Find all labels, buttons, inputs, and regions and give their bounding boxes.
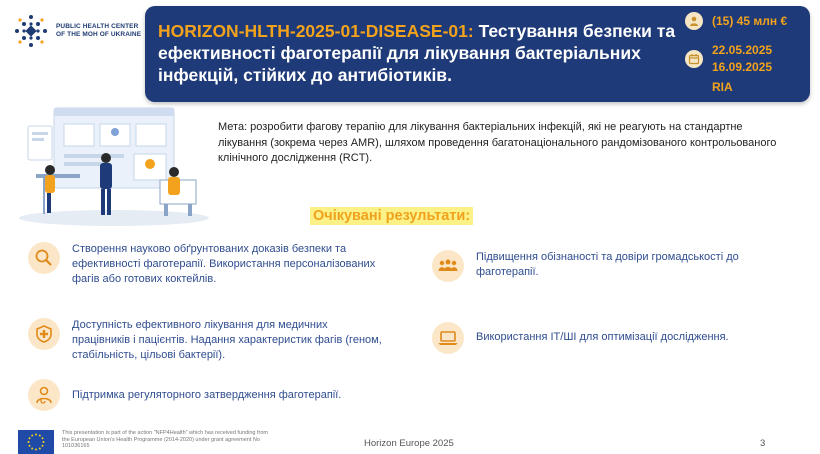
phc-logo-text: PUBLIC HEALTH CENTER OF THE MOH OF UKRAINE xyxy=(56,23,142,38)
budget-icon xyxy=(685,12,703,30)
action-type: RIA xyxy=(712,80,733,94)
footer xyxy=(0,428,820,453)
dates-row xyxy=(685,42,805,76)
magnifier-icon xyxy=(28,242,60,274)
result-item xyxy=(28,318,388,363)
result-text: Підтримка регуляторного затвердження фаготерапії. xyxy=(72,389,342,401)
header-banner xyxy=(145,6,810,102)
call-title xyxy=(158,20,688,86)
result-text: Доступність ефективного лікування для медичних працівників і пацієнтів. Надання характеристик фагів (геном, стабільність, цільові бактерії). xyxy=(72,319,382,361)
eu-flag-icon xyxy=(18,430,54,454)
result-item xyxy=(28,379,388,411)
result-item xyxy=(432,322,777,354)
funding-note: This presentation is part of the action "NFP4Health" which has received funding from the European Union's Health Programme (2014-2020) under grant agreement No 101036165 xyxy=(62,430,268,449)
date-close: 16.09.2025 xyxy=(712,60,773,74)
result-text: Використання ІТ/ШІ для оптимізації дослідження. xyxy=(476,331,729,343)
footer-title: Horizon Europe 2025 xyxy=(364,438,454,449)
result-text: Підвищення обізнаності та довіри громадськості до фаготерапії. xyxy=(476,251,739,278)
budget-value: (15) 45 млн € xyxy=(712,13,788,28)
result-item xyxy=(432,250,777,282)
team-illustration xyxy=(14,96,210,230)
phc-logo-icon xyxy=(14,14,48,48)
date-open: 22.05.2025 xyxy=(712,43,773,57)
result-item xyxy=(28,242,388,287)
call-code: HORIZON-HLTH-2025-01-DISEASE-01: xyxy=(158,21,474,41)
result-text: Створення науково обґрунтованих доказів безпеки та ефективності фаготерапії. Використання персоналізованих фагів або готових коктейлів. xyxy=(72,243,376,285)
community-icon xyxy=(432,250,464,282)
doctor-icon xyxy=(28,379,60,411)
call-meta xyxy=(685,12,805,96)
medical-shield-icon xyxy=(28,318,60,350)
calendar-icon xyxy=(685,50,703,68)
phc-logo xyxy=(14,14,141,48)
page-number: 3 xyxy=(760,438,766,449)
laptop-icon xyxy=(432,322,464,354)
budget-row xyxy=(685,12,805,30)
results-heading: Очікувані результати: xyxy=(310,207,473,225)
goal-text: Мета: розробити фагову терапію для лікування бактеріальних інфекцій, які не реагують на стандартне лікування (зокрема через AMR), шляхом проведення багатонаціонального рандомізованого контрольованого клінічного дослідження (RCT). xyxy=(218,121,777,164)
call-title-text: Тестування безпеки та ефективності фаготерапії для лікування бактеріальних інфекцій, стійких до антибіотиків. xyxy=(158,21,676,85)
